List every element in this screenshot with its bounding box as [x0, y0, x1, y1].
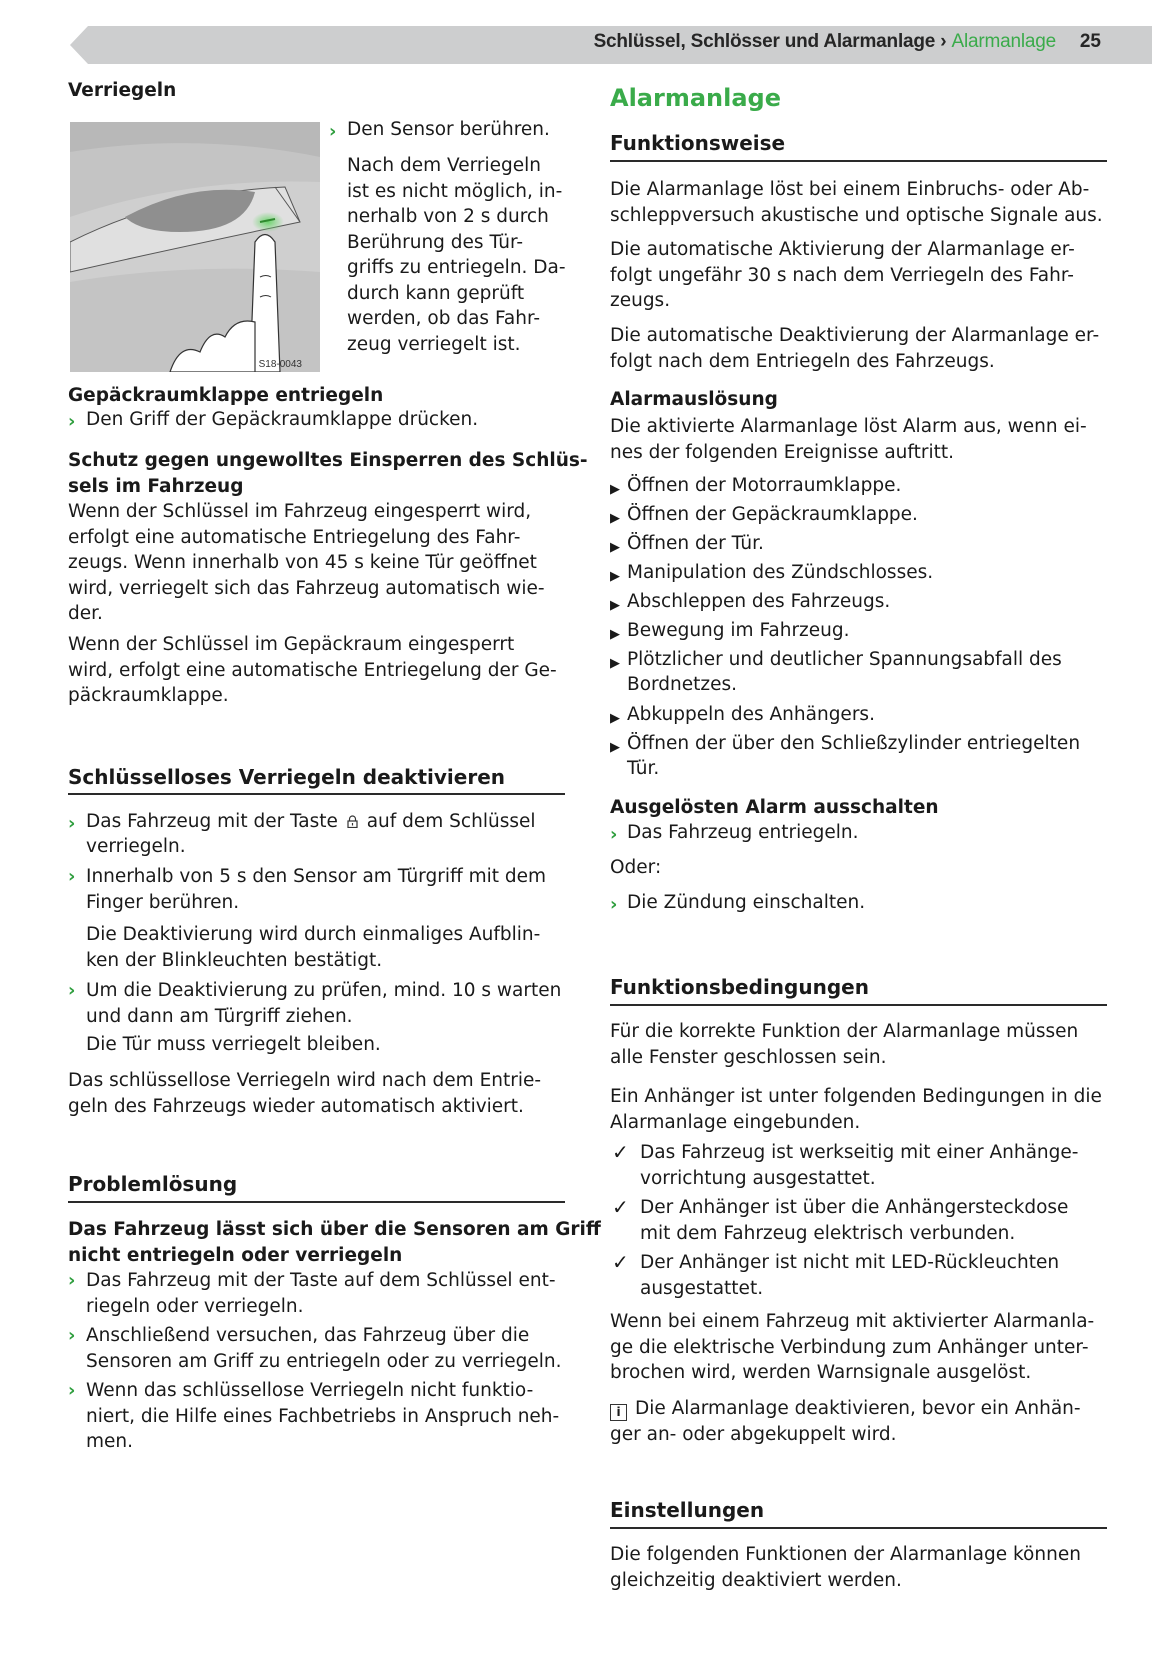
step-touch-sensor: Den Sensor berühren. [347, 119, 550, 140]
subheading-ausschalten: Ausgelösten Alarm ausschalten [610, 797, 939, 818]
text-line: Wenn der Schlüssel im Fahrzeug eingesperrt wird, [68, 501, 532, 522]
section-rule [610, 160, 1107, 162]
keyless-note-2: Die Tür muss verriegelt bleiben. [86, 1034, 381, 1055]
note-line: Nach dem Verriegeln [347, 155, 541, 176]
step-chevron-icon: › [68, 1270, 76, 1291]
section-title-problemloesung: Problemlösung [68, 1172, 238, 1196]
section-rule [610, 1527, 1107, 1529]
bullet-triangle-icon: ▶ [610, 598, 620, 613]
text-line: ken der Blinkleuchten bestätigt. [86, 949, 383, 971]
list-item: Öffnen der über den Schließzylinder entriegelten [627, 733, 1081, 754]
heading-line: sels im Fahrzeug [68, 475, 244, 497]
step-chevron-icon: › [610, 894, 618, 915]
step-chevron-icon: › [610, 824, 618, 845]
note-line: werden, ob das Fahr- [347, 308, 541, 329]
text-line: zeugs. Wenn innerhalb von 45 s keine Tür geöffnet [68, 552, 537, 573]
text-line: Der Anhänger ist über die Anhängersteckdose [640, 1197, 1069, 1218]
problem-step-3 [86, 1378, 559, 1455]
text-line: schleppversuch akustische und optische Signale aus. [610, 204, 1103, 226]
chapter-title-alarmanlage: Alarmanlage [610, 84, 781, 112]
note-line: ist es nicht möglich, in- [347, 180, 563, 202]
door-handle-figure [70, 122, 320, 372]
problem-subheading [68, 1217, 601, 1268]
text-line: men. [86, 1431, 134, 1452]
text-line: Die automatische Deaktivierung der Alarmanlage er- [610, 325, 1100, 346]
heading-line: nicht entriegeln oder verriegeln [68, 1244, 403, 1266]
text-line: alle Fenster geschlossen sein. [610, 1046, 887, 1068]
section-rule [610, 1004, 1107, 1006]
ausschalten-step-1: Das Fahrzeug entriegeln. [627, 822, 859, 843]
figure-label: S18-0043 [258, 359, 302, 370]
note-line: durch kann geprüft [347, 282, 525, 304]
text-line: päckraumklappe. [68, 685, 229, 706]
text-line: riegeln oder verriegeln. [86, 1295, 304, 1317]
heading-line: Das Fahrzeug lässt sich über die Sensoren am Griff [68, 1219, 601, 1240]
text-line: Die automatische Aktivierung der Alarmanlage er- [610, 239, 1075, 260]
subheading-alarmausloesung: Alarmauslösung [610, 389, 778, 410]
list-item-cont: Bordnetzes. [627, 674, 738, 695]
list-item: Bewegung im Fahrzeug. [627, 620, 850, 641]
funktionsweise-p3 [610, 323, 1099, 374]
info-icon: i [610, 1404, 627, 1421]
text-line: wird, erfolgt eine automatische Entriegelung der Ge- [68, 659, 557, 681]
info-note [610, 1396, 1081, 1447]
page-number: 25 [1079, 31, 1101, 52]
text-line: ger an- oder abgekuppelt wird. [610, 1423, 897, 1445]
text-line: Anschließend versuchen, das Fahrzeug über die [86, 1325, 530, 1346]
text-line: Sensoren am Griff zu entriegeln oder zu verriegeln. [86, 1350, 562, 1372]
text-line: Ein Anhänger ist unter folgenden Bedingungen in die [610, 1086, 1102, 1107]
text-line: Das schlüssellose Verriegeln wird nach dem Entrie- [68, 1070, 542, 1091]
subheading-schutz [68, 448, 588, 499]
step-chevron-icon: › [68, 813, 76, 834]
text-span: Das Fahrzeug mit der Taste [86, 811, 338, 832]
breadcrumb-chapter: Schlüssel, Schlösser und Alarmanlage [593, 31, 936, 52]
text-line: Der Anhänger ist nicht mit LED-Rückleuchten [640, 1252, 1060, 1273]
step-chevron-icon: › [68, 980, 76, 1001]
section-rule [68, 793, 565, 795]
text-line: folgt nach dem Entriegeln des Fahrzeugs. [610, 350, 995, 372]
list-item: Abschleppen des Fahrzeugs. [627, 591, 891, 612]
step-chevron-icon: › [68, 1380, 76, 1401]
text-line: vorrichtung ausgestattet. [640, 1167, 876, 1189]
text-span: auf dem Schlüssel [366, 811, 536, 832]
text-line: Alarmanlage eingebunden. [610, 1111, 861, 1133]
heading-line: Schutz gegen ungewolltes Einsperren des Schlüs- [68, 450, 588, 471]
text-line: Wenn bei einem Fahrzeug mit aktivierter Alarmanla- [610, 1311, 1095, 1332]
bullet-triangle-icon: ▶ [610, 540, 620, 555]
text-line: erfolgt eine automatische Entriegelung des Fahr- [68, 526, 521, 548]
bedingungen-p2 [610, 1084, 1102, 1135]
list-item: Abkuppeln des Anhängers. [627, 704, 875, 725]
verriegeln-note [347, 153, 566, 357]
list-item-cont: Tür. [627, 758, 660, 779]
text-line: geln des Fahrzeugs wieder automatisch aktiviert. [68, 1095, 524, 1117]
ausloesung-intro [610, 414, 1087, 465]
list-item: Öffnen der Gepäckraumklappe. [627, 504, 918, 525]
text-line: Innerhalb von 5 s den Sensor am Türgriff mit dem [86, 866, 547, 887]
text-line: Wenn der Schlüssel im Gepäckraum eingesperrt [68, 634, 515, 655]
door-handle-illustration-icon [70, 122, 320, 372]
problem-step-1 [86, 1268, 556, 1319]
problem-step-2 [86, 1323, 561, 1374]
bedingungen-p3 [610, 1309, 1094, 1386]
text-line: Das Fahrzeug ist werkseitig mit einer Anhänge- [640, 1142, 1079, 1163]
check-item [640, 1195, 1068, 1246]
text-line: ge die elektrische Verbindung zum Anhänger unter- [610, 1336, 1089, 1358]
keyless-step-2 [86, 864, 546, 915]
breadcrumb [594, 31, 1056, 53]
text-line: Die folgenden Funktionen der Alarmanlage können [610, 1544, 1081, 1565]
text-line: Finger berühren. [86, 891, 240, 913]
schutz-paragraph-2 [68, 632, 557, 709]
lock-icon [347, 815, 358, 828]
section-rule [68, 1201, 565, 1203]
check-item [640, 1140, 1078, 1191]
text-span: Die Alarmanlage deaktivieren, bevor ein Anhän- [635, 1398, 1081, 1419]
text-line: niert, die Hilfe eines Fachbetriebs in Anspruch neh- [86, 1405, 560, 1427]
keyless-note-1 [86, 922, 540, 973]
text-line: folgt ungefähr 30 s nach dem Verriegeln des Fahr- [610, 264, 1074, 286]
note-line: nerhalb von 2 s durch [347, 206, 549, 227]
bullet-triangle-icon: ▶ [610, 627, 620, 642]
list-item: Öffnen der Motorraumklappe. [627, 475, 902, 496]
text-line: brochen wird, werden Warnsignale ausgelöst. [610, 1362, 1032, 1383]
section-title-funktionsweise: Funktionsweise [610, 131, 786, 155]
list-item: Öffnen der Tür. [627, 533, 764, 554]
schutz-paragraph-1 [68, 499, 545, 627]
einstellungen-p [610, 1542, 1081, 1593]
text-line: der. [68, 603, 103, 624]
step-chevron-icon: › [68, 866, 76, 887]
text-line: Für die korrekte Funktion der Alarmanlage müssen [610, 1021, 1079, 1042]
bullet-triangle-icon: ▶ [610, 511, 620, 526]
bullet-triangle-icon: ▶ [610, 656, 620, 671]
text-line: Die Alarmanlage löst bei einem Einbruchs- oder Ab- [610, 179, 1090, 200]
check-icon: ✓ [612, 1140, 629, 1164]
subheading-gepaeckraumklappe: Gepäckraumklappe entriegeln [68, 385, 384, 406]
text-line [610, 1396, 1081, 1422]
text-line: ausgestattet. [640, 1277, 764, 1299]
keyless-step-1-cont: verriegeln. [86, 836, 186, 857]
list-item: Manipulation des Zündschlosses. [627, 562, 934, 583]
breadcrumb-separator: › [940, 31, 947, 52]
text-line: mit dem Fahrzeug elektrisch verbunden. [640, 1222, 1016, 1244]
text-line: Wenn das schlüssellose Verriegeln nicht funktio- [86, 1380, 534, 1401]
bullet-triangle-icon: ▶ [610, 569, 620, 584]
note-line: griffs zu entriegeln. Da- [347, 257, 566, 278]
keyless-paragraph [68, 1068, 541, 1119]
section-title-funktionsbedingungen: Funktionsbedingungen [610, 975, 869, 999]
step-gepaeck: Den Griff der Gepäckraumklappe drücken. [86, 409, 479, 430]
text-line: nes der folgenden Ereignisse auftritt. [610, 441, 954, 463]
text-line: Das Fahrzeug mit der Taste auf dem Schlüssel ent- [86, 1270, 556, 1291]
bullet-triangle-icon: ▶ [610, 711, 620, 726]
check-item [640, 1250, 1059, 1301]
bullet-triangle-icon: ▶ [610, 740, 620, 755]
section-title-verriegeln: Verriegeln [68, 80, 177, 101]
check-icon: ✓ [612, 1195, 629, 1219]
bedingungen-p1 [610, 1019, 1078, 1070]
step-chevron-icon: › [329, 121, 337, 142]
keyless-step-3 [86, 978, 561, 1029]
step-chevron-icon: › [68, 1325, 76, 1346]
ausschalten-oder: Oder: [610, 857, 662, 878]
text-line: wird, verriegelt sich das Fahrzeug automatisch wie- [68, 577, 545, 599]
funktionsweise-p1 [610, 177, 1103, 228]
text-line: zeugs. [610, 290, 671, 311]
funktionsweise-p2 [610, 237, 1075, 314]
note-line: zeug verriegelt ist. [347, 333, 521, 355]
text-line: Die aktivierte Alarmanlage löst Alarm aus, wenn ei- [610, 416, 1087, 437]
text-line: Die Deaktivierung wird durch einmaliges Aufblin- [86, 924, 541, 945]
section-title-keyless: Schlüsselloses Verriegeln deaktivieren [68, 765, 506, 789]
text-line: gleichzeitig deaktiviert werden. [610, 1569, 902, 1591]
section-title-einstellungen: Einstellungen [610, 1498, 765, 1522]
text-line: und dann am Türgriff ziehen. [86, 1005, 353, 1027]
note-line: Berührung des Tür- [347, 231, 524, 253]
step-chevron-icon: › [68, 411, 76, 432]
list-item: Plötzlicher und deutlicher Spannungsabfall des [627, 649, 1062, 670]
ausschalten-step-2: Die Zündung einschalten. [627, 892, 866, 913]
breadcrumb-section: Alarmanlage [951, 31, 1056, 52]
text-line: Um die Deaktivierung zu prüfen, mind. 10 s warten [86, 980, 562, 1001]
keyless-step-1 [86, 811, 536, 832]
bullet-triangle-icon: ▶ [610, 482, 620, 497]
check-icon: ✓ [612, 1250, 629, 1274]
